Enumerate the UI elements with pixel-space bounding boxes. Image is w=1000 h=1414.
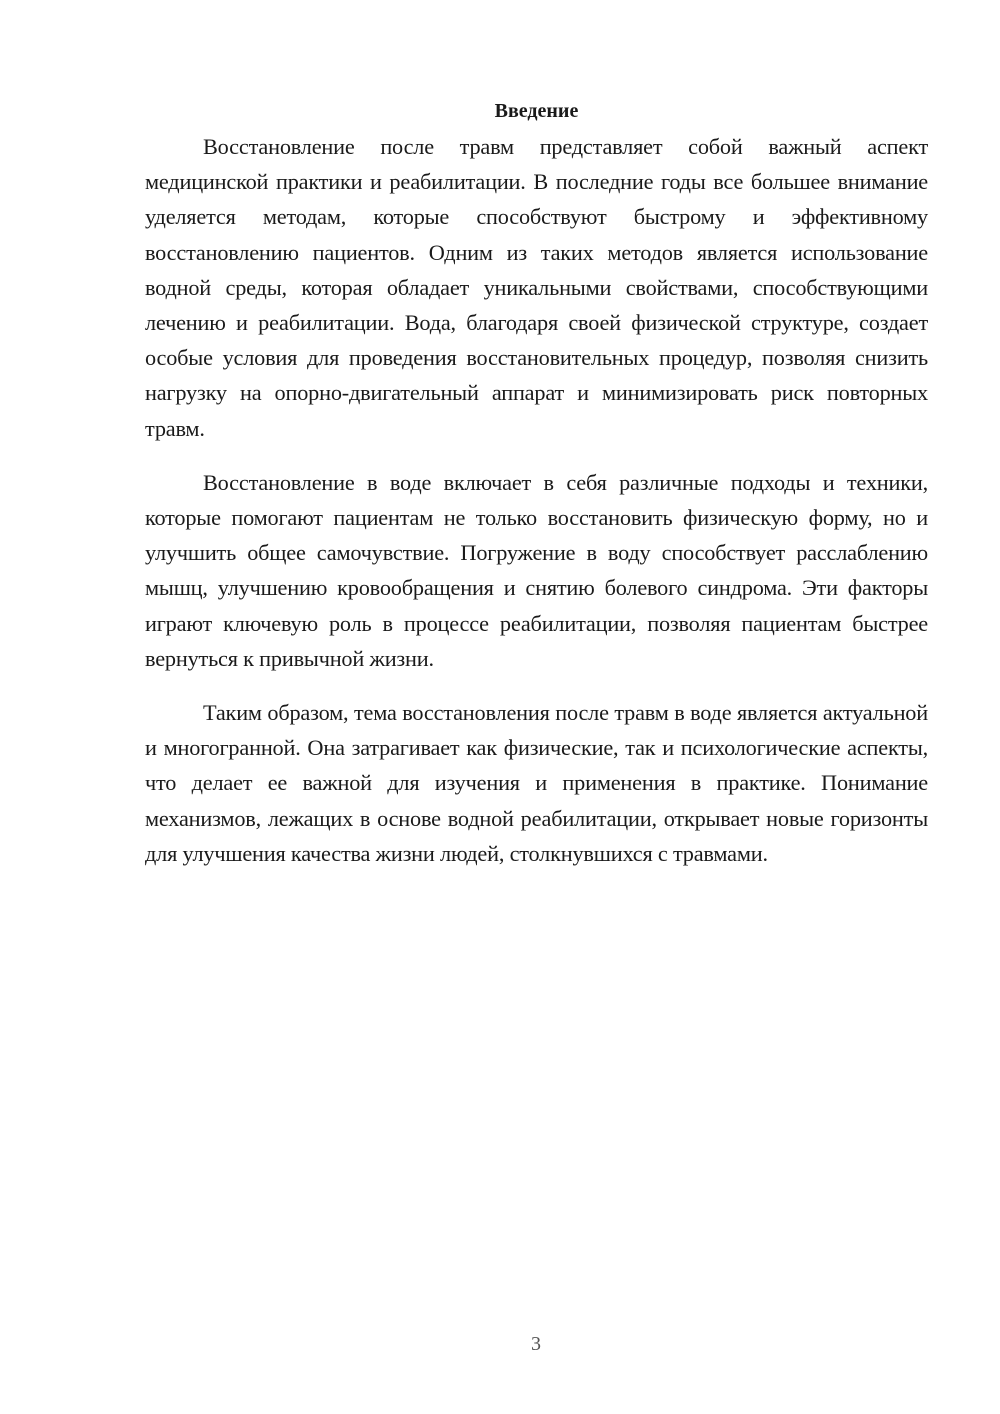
page-number: 3 (531, 1333, 541, 1355)
paragraph-1: Восстановление после травм представляет собой важный аспект медицинской практики и реабилитации. В последние годы все большее внимание уделяется методам, которые способствуют быстрому и эффективному восстановлению пациентов. Одним из таких методов является использование водной среды, которая обладает уникальными свойствами, способствующими лечению и реабилитации. Вода, благодаря своей физической структуре, создает особые условия для проведения восстановительных процедур, позволяя снизить нагрузку на опорно-двигательный аппарат и минимизировать риск повторных травм. (145, 134, 928, 441)
section-title: Введение (494, 100, 579, 122)
page-content (145, 94, 928, 871)
paragraph-2: Восстановление в воде включает в себя различные подходы и техники, которые помогают пациентам не только восстановить физическую форму, но и улучшить общее самочувствие. Погружение в воду способствует расслаблению мышц, улучшению кровообращения и снятию болевого синдрома. Эти факторы играют ключевую роль в процессе реабилитации, позволяя пациентам быстрее вернуться к привычной жизни. (145, 469, 928, 671)
paragraph-3: Таким образом, тема восстановления после травм в воде является актуальной и многогранной. Она затрагивает как физические, так и психологические аспекты, что делает ее важной для изучения и применения в практике. Понимание механизмов, лежащих в основе водной реабилитации, открывает новые горизонты для улучшения качества жизни людей, столкнувшихся с травмами. (145, 700, 928, 866)
